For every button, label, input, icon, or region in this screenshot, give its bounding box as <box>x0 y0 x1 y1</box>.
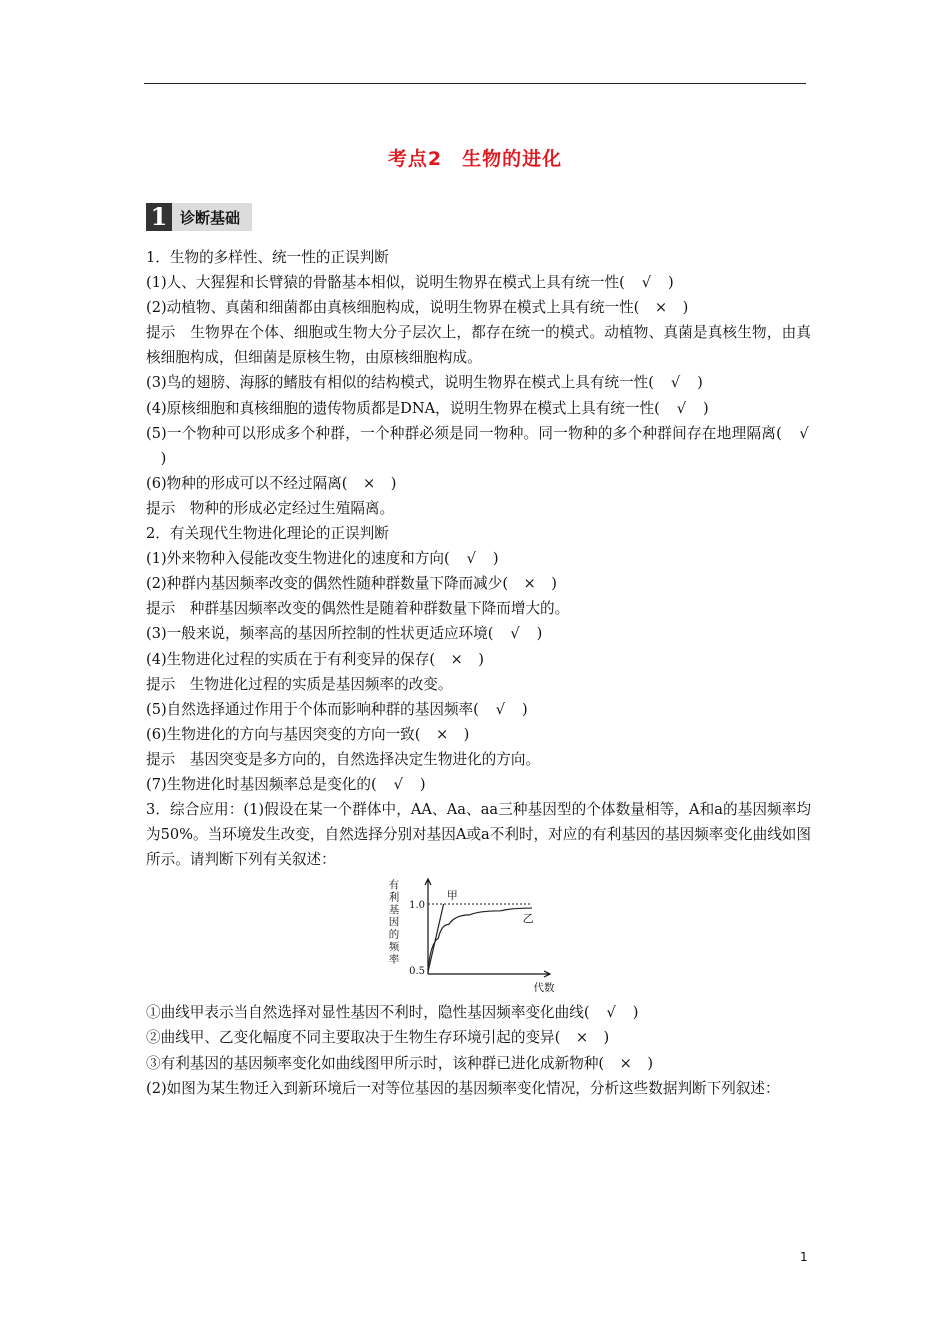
answer-mark: √ <box>670 374 681 392</box>
q2-item-5: (5)自然选择通过作用于个体而影响种群的基因频率( √ ) <box>146 697 811 722</box>
q3-part-2: (2)如图为某生物迁入到新环境后一对等位基因的基因频率变化情况，分析这些数据判断下列叙述： <box>146 1079 780 1097</box>
q3-claim-2: ②曲线甲、乙变化幅度不同主要取决于生物生存环境引起的变异( × ) <box>146 1025 811 1050</box>
q2-item-4: (4)生物进化过程的实质在于有利变异的保存( × ) <box>146 647 811 672</box>
q2-item-1: (1)外来物种入侵能改变生物进化的速度和方向( √ ) <box>146 546 811 571</box>
document-body <box>146 245 811 1101</box>
q1-heading: 1．生物的多样性、统一性的正误判断 <box>146 249 389 266</box>
q1-item-6: (6)物种的形成可以不经过隔离( × ) <box>146 471 811 496</box>
y-axis-label-char: 基 <box>388 904 400 917</box>
q1-hint-2: 提示 物种的形成必定经过生殖隔离。 <box>146 499 395 517</box>
q1-hint-1: 提示 生物界在个体、细胞或生物大分子层次上，都存在统一的模式。动植物、真菌是真核生物，由真核细胞构成，但细菌是原核生物，由原核细胞构成。 <box>146 324 811 367</box>
q3-intro: 3．综合应用：(1)假设在某一个群体中，AA、Aa、aa三种基因型的个体数量相等，A和a的基因频率均为50%。当环境发生改变，自然选择分别对基因A或a不利时，对应的有利基因的基因频率变化曲线如图所示。请判断下列有关叙述： <box>146 801 811 869</box>
y-axis-label-char: 率 <box>388 953 400 966</box>
answer-mark: × <box>362 474 376 492</box>
q1-item-3: (3)鸟的翅膀、海豚的鳍肢有相似的结构模式，说明生物界在模式上具有统一性( √ ) <box>146 370 811 395</box>
x-axis-label: 代数 <box>533 982 555 995</box>
section-label: 诊断基础 <box>172 203 252 231</box>
q3-claim-3: ③有利基因的基因频率变化如曲线图甲所示时，该种群已进化成新物种( × ) <box>146 1051 811 1076</box>
q2-item-6: (6)生物进化的方向与基因突变的方向一致( × ) <box>146 722 811 747</box>
answer-mark: × <box>575 1029 589 1047</box>
answer-mark: √ <box>510 625 520 643</box>
y-axis-label-char: 的 <box>388 928 400 941</box>
answer-mark: √ <box>641 274 652 292</box>
answer-mark: √ <box>676 399 687 417</box>
y-axis-label-char: 频 <box>388 941 400 954</box>
answer-mark: √ <box>799 424 809 442</box>
answer-mark: × <box>523 575 536 593</box>
answer-mark: × <box>654 299 668 317</box>
series-yi-curve <box>428 908 532 972</box>
y-tick-label: 0.5 <box>409 966 425 978</box>
header-rule <box>144 83 806 84</box>
q1-item-2: (2)动植物、真菌和细菌都由真核细胞构成，说明生物界在模式上具有统一性( × ) <box>146 295 811 320</box>
series-yi-label: 乙 <box>522 912 534 926</box>
answer-mark: √ <box>466 550 476 568</box>
section-number: 1 <box>146 203 172 231</box>
q2-item-7: (7)生物进化时基因频率总是变化的( √ ) <box>146 772 811 797</box>
page-number: 1 <box>800 1250 808 1264</box>
gene-frequency-chart <box>386 876 561 998</box>
q2-item-3: (3)一般来说，频率高的基因所控制的性状更适应环境( √ ) <box>146 621 811 646</box>
q2-hint-2: 提示 生物进化过程的实质是基因频率的改变。 <box>146 675 453 693</box>
answer-mark: × <box>450 650 463 668</box>
y-axis-label-char: 利 <box>388 891 400 904</box>
answer-mark: √ <box>393 775 403 793</box>
q2-heading: 2．有关现代生物进化理论的正误判断 <box>146 525 389 543</box>
series-jia-label: 甲 <box>446 889 458 903</box>
gene-frequency-figure <box>146 872 811 1000</box>
series-jia-line <box>428 904 444 972</box>
q2-hint-1: 提示 种群基因频率改变的偶然性是随着种群数量下降而增大的。 <box>146 600 570 618</box>
answer-mark: × <box>619 1054 632 1072</box>
y-axis-label-char: 有 <box>388 879 400 892</box>
section-header <box>146 203 252 231</box>
answer-mark: √ <box>495 700 506 718</box>
q3-claim-1: ①曲线甲表示当自然选择对显性基因不利时，隐性基因频率变化曲线( √ ) <box>146 1000 811 1025</box>
q2-hint-3: 提示 基因突变是多方向的，自然选择决定生物进化的方向。 <box>146 750 541 768</box>
q1-item-4: (4)原核细胞和真核细胞的遗传物质都是DNA，说明生物界在模式上具有统一性( √ ) <box>146 396 811 421</box>
q1-item-5: (5)一个物种可以形成多个种群，一个种群必须是同一物种。同一物种的多个种群间存在地理隔离( √ ) <box>146 421 811 471</box>
q1-item-1: (1)人、大猩猩和长臂猿的骨骼基本相似，说明生物界在模式上具有统一性( √ ) <box>146 270 811 295</box>
y-axis-label-char: 因 <box>388 916 400 929</box>
y-tick-label: 1.0 <box>409 900 425 912</box>
answer-mark: × <box>435 725 449 743</box>
page-title: 考点2 生物的进化 <box>387 148 563 170</box>
q2-item-2: (2)种群内基因频率改变的偶然性随种群数量下降而减少( × ) <box>146 571 811 596</box>
answer-mark: √ <box>606 1004 616 1022</box>
